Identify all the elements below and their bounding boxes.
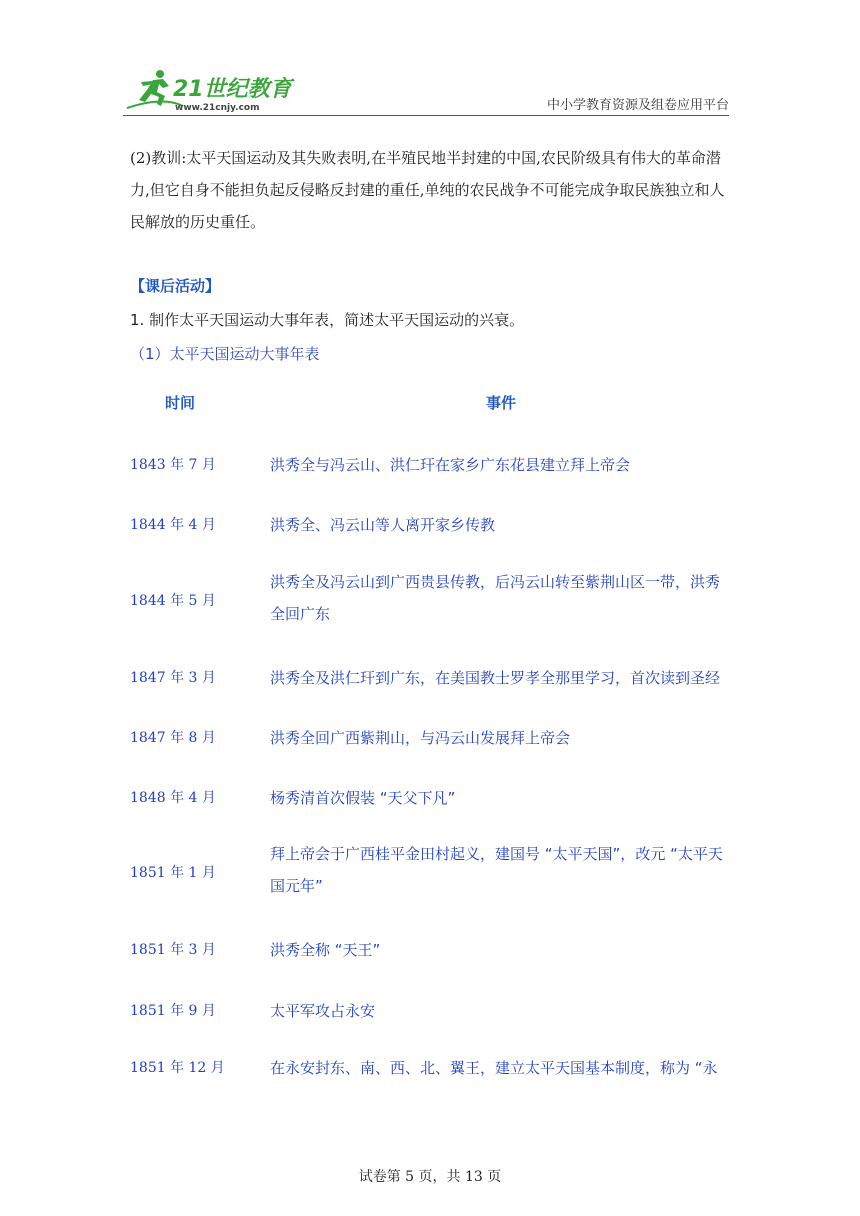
row-event: 在永安封东、南、西、北、翼王，建立太平天国基本制度，称为 “永 xyxy=(270,1059,718,1077)
row-event: 拜上帝会于广西桂平金田村起义，建国号 “太平天国”，改元 “太平天国元年” xyxy=(270,845,723,895)
table-header-event: 事件 xyxy=(486,394,517,412)
row-event: 洪秀全及洪仁玕到广东，在美国教士罗孝全那里学习，首次读到圣经 xyxy=(270,669,721,687)
row-date: 1851 年 12 月 xyxy=(130,1060,225,1076)
row-event: 洪秀全与冯云山、洪仁玕在家乡广东花县建立拜上帝会 xyxy=(270,456,631,474)
row-event: 洪秀全及冯云山到广西贵县传教，后冯云山转至紫荆山区一带，洪秀全回广东 xyxy=(270,573,721,623)
row-date: 1847 年 3 月 xyxy=(130,670,216,686)
row-date: 1844 年 5 月 xyxy=(130,593,216,609)
row-date: 1848 年 4 月 xyxy=(130,790,216,806)
row-date: 1851 年 9 月 xyxy=(130,1003,216,1019)
question-1: 1. 制作太平天国运动大事年表，简述太平天国运动的兴衰。 xyxy=(130,311,525,329)
section-title: 【课后活动】 xyxy=(130,277,221,295)
question-1-subtitle: （1）太平天国运动大事年表 xyxy=(130,345,320,363)
lesson-paragraph: (2)教训:太平天国运动及其失败表明,在半殖民地半封建的中国,农民阶级具有伟大的革命潜力,但它自身不能担负起反侵略反封建的重任,单纯的农民战争不可能完成争取民族独立和人民解放的历史重任。 xyxy=(130,149,725,231)
row-event: 太平军攻占永安 xyxy=(270,1002,376,1020)
row-date: 1843 年 7 月 xyxy=(130,457,216,473)
row-event: 洪秀全称 “天王” xyxy=(270,941,381,959)
header-divider xyxy=(123,115,729,116)
row-event: 洪秀全回广西紫荆山，与冯云山发展拜上帝会 xyxy=(270,729,571,747)
page-header xyxy=(123,66,729,116)
21cnjy-logo xyxy=(123,66,303,114)
platform-name: 中小学教育资源及组卷应用平台 xyxy=(546,98,729,113)
svg-text:www.21cnjy.com: www.21cnjy.com xyxy=(175,103,260,113)
svg-text:21世纪教育: 21世纪教育 xyxy=(173,77,292,102)
table-header-time: 时间 xyxy=(165,394,196,412)
row-date: 1844 年 4 月 xyxy=(130,517,216,533)
row-date: 1847 年 8 月 xyxy=(130,730,216,746)
row-date: 1851 年 3 月 xyxy=(130,942,216,958)
page-footer: 试卷第 5 页，共 13 页 xyxy=(358,1169,502,1185)
row-event: 杨秀清首次假装 “天父下凡” xyxy=(270,789,456,807)
row-event: 洪秀全、冯云山等人离开家乡传教 xyxy=(270,516,496,534)
row-date: 1851 年 1 月 xyxy=(130,865,216,881)
